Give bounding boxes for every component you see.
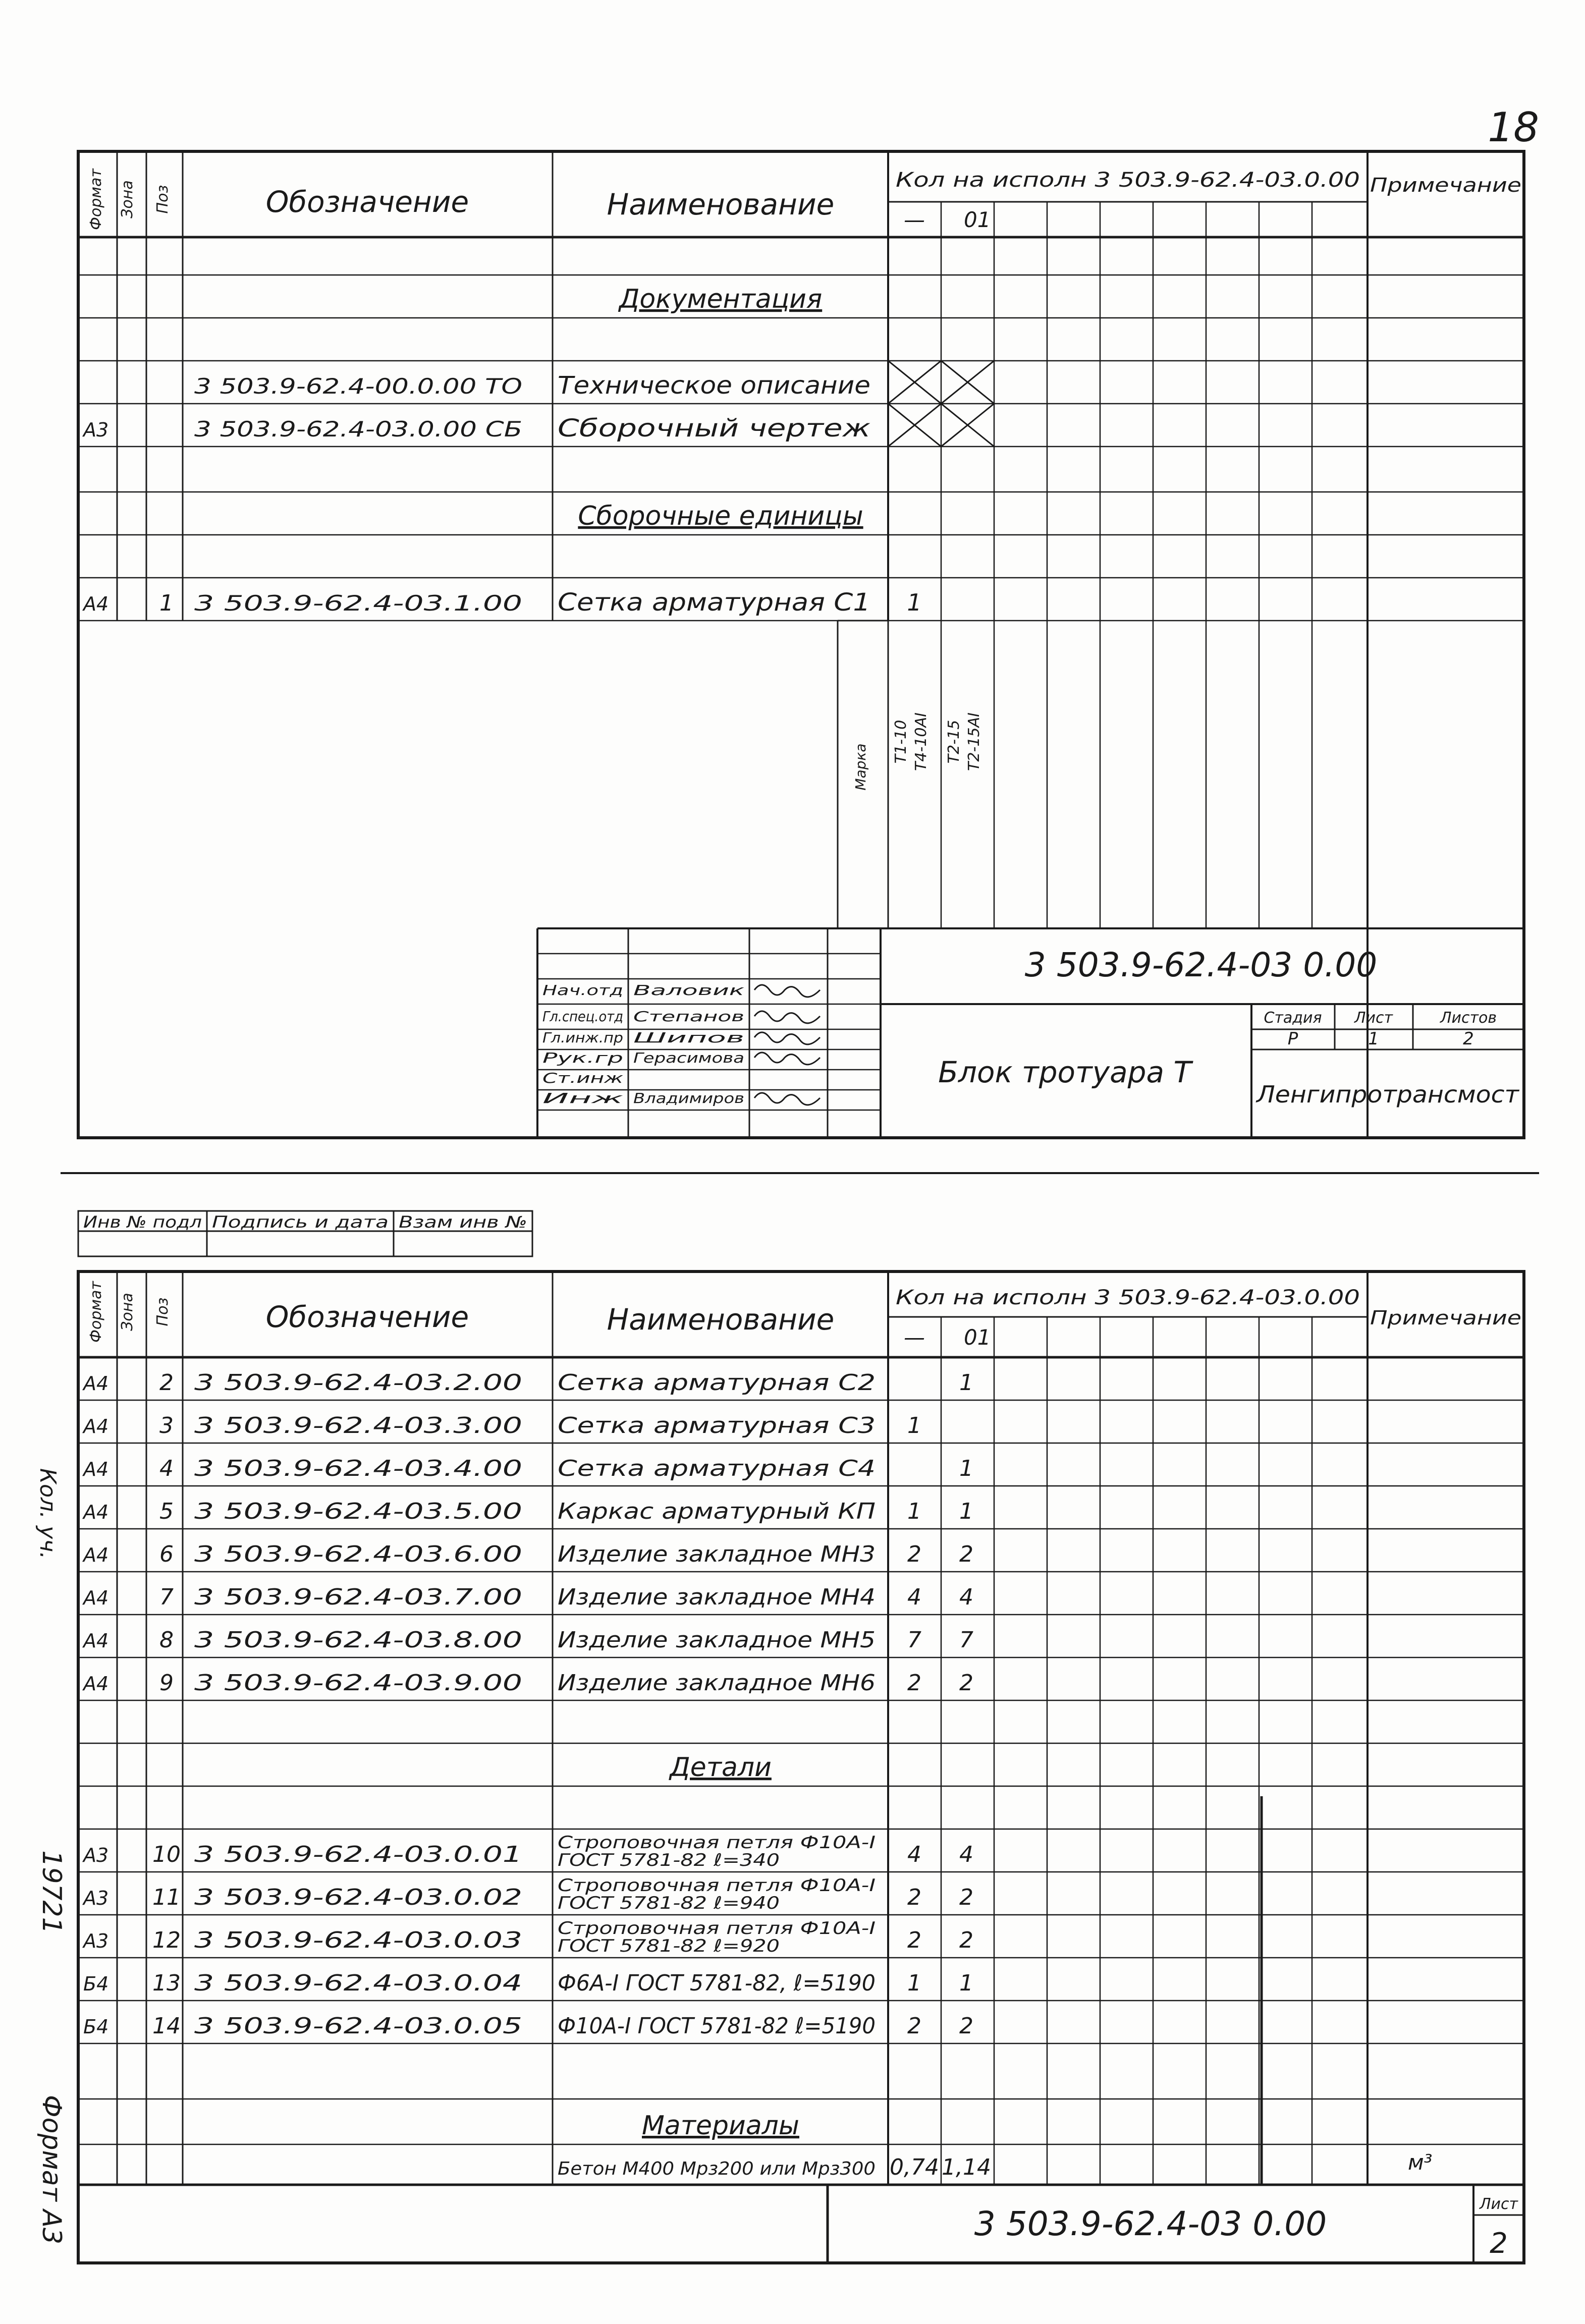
row-pos: 8 bbox=[159, 1627, 174, 1653]
row-format: А4 bbox=[83, 1587, 109, 1609]
row-designation: 3 503.9-62.4-03.9.00 bbox=[194, 1670, 522, 1696]
sheets-value: 2 bbox=[1463, 1029, 1474, 1049]
row-qty-2: 2 bbox=[959, 2013, 973, 2039]
row-name: Каркас арматурный КП bbox=[558, 1499, 876, 1524]
row-designation: 3 503.9-62.4-03.0.00 СБ bbox=[194, 417, 522, 441]
row-qty-2: 4 bbox=[959, 1842, 973, 1867]
row-name: Строповочная петля Ф10А-I bbox=[558, 1918, 876, 1939]
row-qty-1: 2 bbox=[907, 1670, 921, 1696]
row-format: А4 bbox=[83, 593, 109, 615]
row-qty-1: 1 bbox=[907, 589, 922, 616]
row-name: Изделие закладное МН4 bbox=[558, 1584, 876, 1610]
row-designation: 3 503.9-62.4-03.0.02 bbox=[194, 1885, 522, 1910]
row-pos: 4 bbox=[159, 1456, 174, 1481]
row-name: ГОСТ 5781-82 ℓ=940 bbox=[558, 1893, 780, 1913]
page-number: 18 bbox=[1488, 104, 1539, 151]
header-variant-01: 01 bbox=[964, 207, 991, 232]
stamp-zam: Взам инв № bbox=[399, 1212, 527, 1232]
row-qty-2: 2 bbox=[959, 1541, 973, 1567]
row-pos: 10 bbox=[152, 1842, 181, 1867]
marking-value: Т1-10 bbox=[892, 720, 910, 764]
row-format: А4 bbox=[83, 1673, 109, 1695]
row-name: ГОСТ 5781-82 ℓ=920 bbox=[558, 1936, 780, 1956]
row-qty-1: 1 bbox=[907, 1499, 921, 1524]
stamp-sign: Подпись и дата bbox=[212, 1212, 389, 1232]
row-pos: 14 bbox=[152, 2013, 181, 2039]
header-zone: Зона bbox=[119, 180, 136, 218]
row-pos: 3 bbox=[159, 1413, 174, 1438]
sheet-label: Лист bbox=[1354, 1009, 1393, 1027]
row-designation: 3 503.9-62.4-03.7.00 bbox=[194, 1584, 522, 1610]
row-pos: 5 bbox=[159, 1499, 174, 1524]
row-qty-1: 4 bbox=[907, 1584, 921, 1610]
signature-name: Шипов bbox=[633, 1029, 744, 1046]
sheet2-sheet-label: Лист bbox=[1479, 2195, 1518, 2213]
row-name: Изделие закладное МН5 bbox=[558, 1627, 876, 1653]
header-note: Примечание bbox=[1370, 1307, 1521, 1329]
organization: Ленгипротрансмост bbox=[1255, 1081, 1520, 1108]
row-designation: 3 503.9-62.4-00.0.00 ТО bbox=[194, 374, 522, 399]
row-pos: 7 bbox=[159, 1584, 174, 1610]
signature-scribble bbox=[754, 1053, 820, 1065]
margin-inventory: 19721 bbox=[36, 1850, 67, 1934]
row-name: Сетка арматурная С3 bbox=[558, 1413, 876, 1438]
signature-role: Инж bbox=[542, 1090, 623, 1106]
signature-name: Степанов bbox=[633, 1008, 744, 1025]
header-zone: Зона bbox=[119, 1293, 136, 1331]
marking-value: Т2-15АI bbox=[965, 712, 983, 771]
row-format: А3 bbox=[83, 419, 109, 441]
row-designation: 3 503.9-62.4-03.0.03 bbox=[194, 1927, 522, 1953]
marking-label: Марка bbox=[852, 743, 869, 791]
row-qty-2: 1 bbox=[959, 1970, 973, 1996]
row-pos: 9 bbox=[159, 1670, 174, 1696]
header-name: Наименование bbox=[607, 187, 835, 222]
row-designation: 3 503.9-62.4-03.6.00 bbox=[194, 1541, 522, 1567]
header-designation: Обозначение bbox=[265, 1300, 469, 1334]
stage-label: Стадия bbox=[1264, 1009, 1322, 1027]
row-pos: 11 bbox=[152, 1885, 181, 1910]
sheet2-sheet-number: 2 bbox=[1490, 2227, 1508, 2260]
header-pos: Поз bbox=[154, 1297, 172, 1326]
section-heading: Документация bbox=[619, 284, 823, 314]
header-qty-title: Кол на исполн 3 503.9-62.4-03.0.00 bbox=[896, 169, 1360, 192]
row-format: А4 bbox=[83, 1458, 109, 1480]
row-name: Сетка арматурная С2 bbox=[558, 1370, 876, 1396]
signature-role: Ст.инж bbox=[542, 1070, 623, 1086]
row-qty-2: 7 bbox=[959, 1627, 973, 1653]
sheet1-title-name: Блок тротуара Т bbox=[938, 1055, 1191, 1089]
row-name: Строповочная петля Ф10А-I bbox=[558, 1833, 876, 1853]
row-name: Сетка арматурная С4 bbox=[558, 1456, 876, 1481]
row-designation: 3 503.9-62.4-03.2.00 bbox=[194, 1370, 522, 1396]
header-name: Наименование bbox=[607, 1302, 835, 1337]
sheet2-title-code: 3 503.9-62.4-03 0.00 bbox=[974, 2204, 1327, 2243]
row-qty-1: 0,74 bbox=[890, 2154, 939, 2180]
row-pos: 2 bbox=[159, 1370, 174, 1396]
row-name: Сборочный чертеж bbox=[558, 414, 870, 442]
row-designation: 3 503.9-62.4-03.0.01 bbox=[194, 1842, 522, 1867]
row-qty-2: 1,14 bbox=[942, 2154, 991, 2180]
signature-role: Гл.спец.отд bbox=[542, 1008, 623, 1025]
row-pos: 1 bbox=[159, 590, 174, 616]
row-name: Техническое описание bbox=[558, 371, 870, 400]
row-note: м³ bbox=[1408, 2150, 1433, 2175]
row-format: А3 bbox=[83, 1887, 109, 1909]
row-qty-2: 1 bbox=[959, 1370, 973, 1396]
row-qty-1: 4 bbox=[907, 1842, 921, 1867]
row-qty-2: 2 bbox=[959, 1670, 973, 1696]
row-format: А3 bbox=[83, 1844, 109, 1866]
header-format: Формат bbox=[87, 169, 105, 230]
row-format: Б4 bbox=[83, 2016, 109, 2038]
row-pos: 13 bbox=[152, 1970, 181, 1996]
section-heading: Детали bbox=[670, 1752, 772, 1783]
signature-scribble bbox=[754, 985, 820, 997]
row-name: Сетка арматурная С1 bbox=[558, 588, 870, 617]
row-qty-1: 1 bbox=[907, 1970, 921, 1996]
section-heading: Сборочные единицы bbox=[578, 501, 863, 531]
marking-value: Т4-10АI bbox=[912, 712, 930, 771]
row-format: А4 bbox=[83, 1544, 109, 1566]
header-variant-blank: — bbox=[904, 1325, 925, 1350]
stage-value: Р bbox=[1287, 1029, 1298, 1049]
signature-role: Нач.отд bbox=[542, 982, 623, 999]
header-qty-title: Кол на исполн 3 503.9-62.4-03.0.00 bbox=[896, 1286, 1360, 1309]
row-designation: 3 503.9-62.4-03.0.05 bbox=[194, 2013, 522, 2039]
sheets-label: Листов bbox=[1440, 1009, 1497, 1027]
row-format: Б4 bbox=[83, 1973, 109, 1995]
row-qty-2: 2 bbox=[959, 1927, 973, 1953]
header-format: Формат bbox=[87, 1281, 105, 1343]
row-format: А3 bbox=[83, 1930, 109, 1952]
sheet1-title-code: 3 503.9-62.4-03 0.00 bbox=[1024, 946, 1378, 984]
signature-role: Гл.инж.пр bbox=[542, 1029, 623, 1046]
row-name: ГОСТ 5781-82 ℓ=340 bbox=[558, 1850, 780, 1870]
signature-name: Валовик bbox=[633, 982, 745, 999]
row-qty-1: 2 bbox=[907, 1541, 921, 1567]
row-name: Изделие закладное МН3 bbox=[558, 1541, 876, 1567]
margin-note: Кол. уч. bbox=[35, 1468, 61, 1560]
row-pos: 12 bbox=[152, 1927, 181, 1953]
row-qty-2: 2 bbox=[959, 1885, 973, 1910]
section-heading: Материалы bbox=[642, 2111, 799, 2141]
row-designation: 3 503.9-62.4-03.5.00 bbox=[194, 1499, 522, 1524]
row-designation: 3 503.9-62.4-03.8.00 bbox=[194, 1627, 522, 1653]
row-qty-1: 2 bbox=[907, 1885, 921, 1910]
row-qty-2: 1 bbox=[959, 1499, 973, 1524]
row-name: Изделие закладное МН6 bbox=[558, 1670, 876, 1696]
stamp-inv: Инв № подл bbox=[83, 1212, 202, 1232]
row-designation: 3 503.9-62.4-03.1.00 bbox=[194, 591, 522, 616]
row-qty-1: 1 bbox=[907, 1413, 921, 1438]
row-qty-2: 4 bbox=[959, 1584, 973, 1610]
row-format: А4 bbox=[83, 1501, 109, 1523]
signature-scribble bbox=[754, 1093, 820, 1105]
row-name: Ф10А-I ГОСТ 5781-82 ℓ=5190 bbox=[558, 2013, 876, 2039]
margin-format: Формат А3 bbox=[36, 2094, 67, 2245]
signature-role: Рук.гр bbox=[542, 1049, 623, 1066]
row-format: А4 bbox=[83, 1372, 109, 1395]
row-qty-1: 2 bbox=[907, 1927, 921, 1953]
header-variant-01: 01 bbox=[964, 1325, 991, 1350]
signature-scribble bbox=[754, 1032, 820, 1044]
signature-name: Владимиров bbox=[633, 1090, 744, 1106]
row-qty-1: 2 bbox=[907, 2013, 921, 2039]
row-name: Строповочная петля Ф10А-I bbox=[558, 1875, 876, 1896]
sheet-value: 1 bbox=[1368, 1029, 1379, 1049]
header-pos: Поз bbox=[154, 185, 172, 214]
row-qty-1: 7 bbox=[907, 1627, 921, 1653]
row-pos: 6 bbox=[159, 1541, 174, 1567]
row-designation: 3 503.9-62.4-03.4.00 bbox=[194, 1456, 522, 1481]
signature-name: Герасимова bbox=[633, 1049, 744, 1066]
row-format: А4 bbox=[83, 1630, 109, 1652]
header-variant-blank: — bbox=[904, 207, 925, 232]
row-designation: 3 503.9-62.4-03.3.00 bbox=[194, 1413, 522, 1438]
marking-value: Т2-15 bbox=[945, 720, 963, 764]
header-note: Примечание bbox=[1370, 174, 1521, 196]
row-format: А4 bbox=[83, 1415, 109, 1437]
signature-scribble bbox=[754, 1011, 820, 1023]
header-designation: Обозначение bbox=[265, 185, 469, 219]
row-designation: 3 503.9-62.4-03.0.04 bbox=[194, 1970, 522, 1996]
row-name: Ф6А-I ГОСТ 5781-82, ℓ=5190 bbox=[558, 1970, 876, 1996]
row-qty-2: 1 bbox=[959, 1456, 973, 1481]
row-name: Бетон М400 Мрз200 или Мрз300 bbox=[558, 2159, 876, 2179]
